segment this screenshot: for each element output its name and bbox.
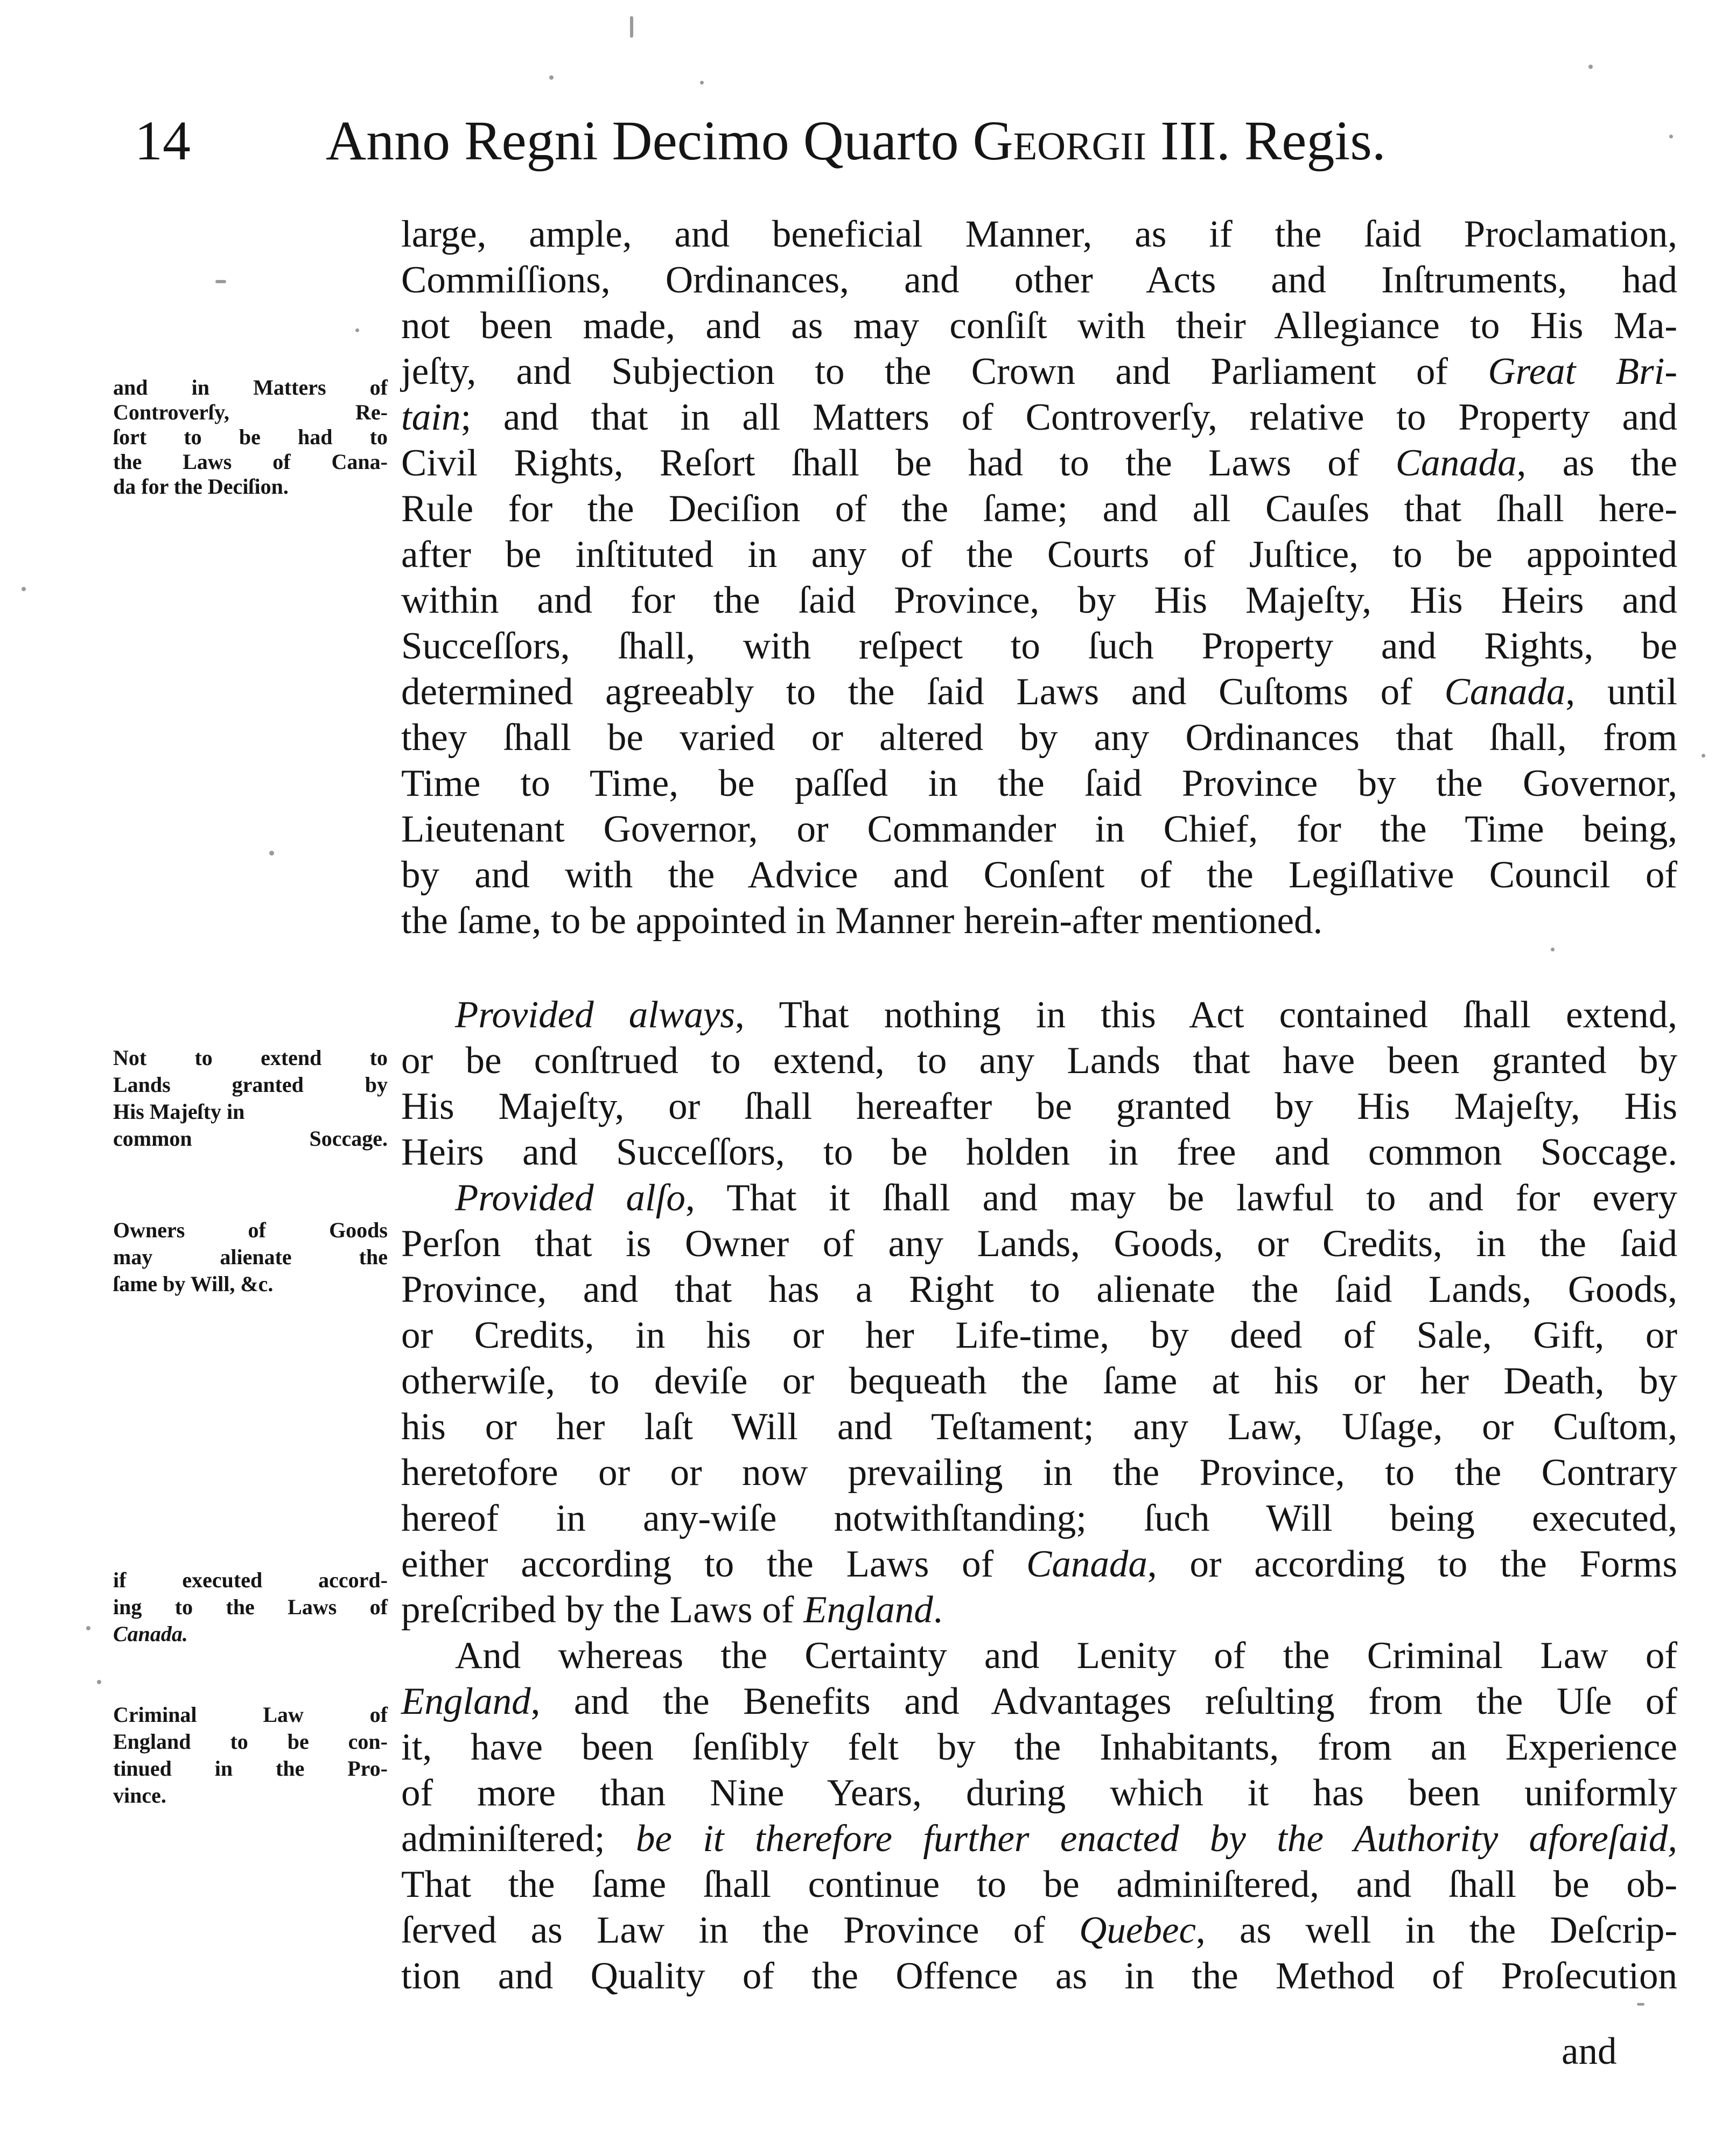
text-line: not been made, and as may conſiſt with their Allegiance to His Ma- (401, 305, 1677, 347)
scan-speck (97, 1680, 101, 1684)
text-line: That the ſame ſhall continue to be adminiſtered, and ſhall be ob- (401, 1863, 1677, 1905)
scan-speck (549, 75, 554, 80)
text-line: jeſty, and Subjection to the Crown and Parliament of Great Bri- (401, 351, 1677, 393)
text-line: preſcribed by the Laws of England. (401, 1589, 943, 1631)
margin-note-line: and in Matters of (113, 375, 388, 400)
text-line: ſerved as Law in the Province of Quebec, as well in the Deſcrip- (401, 1909, 1677, 1951)
text-line: Rule for the Deciſion of the ſame; and all Cauſes that ſhall here- (401, 488, 1677, 530)
scan-speck (1702, 754, 1705, 758)
catchword: and (1562, 2030, 1617, 2072)
margin-note-line: Controverſy, Re- (113, 400, 388, 424)
scan-speck (1637, 2003, 1644, 2006)
text-line: Perſon that is Owner of any Lands, Goods, or Credits, in the ſaid (401, 1223, 1677, 1265)
margin-note-line: tinued in the Pro- (113, 1756, 388, 1781)
text-line: determined agreeably to the ſaid Laws and Cuſtoms of Canada, until (401, 671, 1677, 713)
scan-speck (22, 587, 26, 591)
text-line: otherwiſe, to deviſe or bequeath the ſame at his or her Death, by (401, 1360, 1677, 1402)
text-line: either according to the Laws of Canada, or according to the Forms (401, 1543, 1677, 1585)
text-line: And whereas the Certainty and Lenity of the Criminal Law of (455, 1635, 1677, 1677)
scan-speck (1669, 135, 1673, 138)
running-title-suffix: III. Regis. (1146, 110, 1386, 172)
margin-note-line: Criminal Law of (113, 1702, 388, 1727)
running-title-prefix: Anno Regni Decimo Quarto (326, 110, 973, 172)
text-line: or be conſtrued to extend, to any Lands that have been granted by (401, 1040, 1677, 1082)
text-line: Time to Time, be paſſed in the ſaid Province by the Governor, (401, 762, 1677, 804)
text-line: Provided alſo, That it ſhall and may be lawful to and for every (455, 1177, 1677, 1219)
text-line: or Credits, in his or her Life-time, by deed of Sale, Gift, or (401, 1314, 1677, 1356)
text-line: after be inſtituted in any of the Courts of Juſtice, to be appointed (401, 534, 1677, 576)
scan-speck (700, 81, 704, 85)
text-line: His Majeſty, or ſhall hereafter be granted by His Majeſty, His (401, 1085, 1677, 1127)
text-line: tion and Quality of the Offence as in the Method of Proſecution (401, 1955, 1677, 1997)
margin-note-line: the Laws of Cana- (113, 450, 388, 474)
margin-note-line: if executed accord- (113, 1568, 388, 1592)
margin-note-line: Lands granted by (113, 1073, 388, 1097)
text-line: Civil Rights, Reſort ſhall be had to the Laws of Canada, as the (401, 442, 1677, 484)
text-line: heretofore or or now prevailing in the Province, to the Contrary (401, 1452, 1677, 1494)
scan-speck (630, 16, 633, 38)
margin-note-line: Canada. (113, 1622, 188, 1646)
scan-speck (1551, 948, 1555, 951)
scan-speck (215, 280, 226, 283)
running-head (135, 108, 1696, 188)
text-line: hereof in any-wiſe notwithſtanding; ſuch Will being executed, (401, 1497, 1677, 1539)
margin-note-line: Owners of Goods (113, 1218, 388, 1242)
text-line: Heirs and Succeſſors, to be holden in free and common Soccage. (401, 1131, 1677, 1173)
running-title (326, 110, 1386, 172)
text-line: Lieutenant Governor, or Commander in Chief, for the Time being, (401, 808, 1677, 850)
text-line: of more than Nine Years, during which it has been uniformly (401, 1772, 1677, 1814)
margin-note-line: ſort to be had to (113, 425, 388, 449)
scan-speck (269, 851, 274, 856)
scan-speck (86, 1626, 90, 1630)
text-line: Province, and that has a Right to alienate the ſaid Lands, Goods, (401, 1269, 1677, 1311)
text-line: within and for the ſaid Province, by His Majeſty, His Heirs and (401, 579, 1677, 621)
margin-note-line: England to be con- (113, 1729, 388, 1754)
text-line: his or her laſt Will and Teſtament; any Law, Uſage, or Cuſtom, (401, 1406, 1677, 1448)
text-line: adminiſtered; be it therefore further enacted by the Authority aforeſaid, (401, 1818, 1677, 1860)
margin-note-line: may alienate the (113, 1245, 388, 1269)
margin-note-line: vince. (113, 1783, 166, 1807)
page-number: 14 (135, 110, 191, 172)
text-line: Provided always, That nothing in this Act contained ſhall extend, (455, 994, 1678, 1036)
text-line: they ſhall be varied or altered by any Ordinances that ſhall, from (401, 717, 1677, 759)
margin-note-line: common Soccage. (113, 1126, 388, 1151)
scan-speck (1588, 65, 1593, 69)
margin-note-line: ing to the Laws of (113, 1595, 388, 1619)
text-line: large, ample, and beneficial Manner, as if the ſaid Proclamation, (401, 213, 1677, 255)
scan-speck (355, 328, 359, 332)
margin-note-line: Not to extend to (113, 1046, 388, 1070)
text-line: Commiſſions, Ordinances, and other Acts and Inſtruments, had (401, 259, 1677, 301)
text-line: by and with the Advice and Conſent of the Legiſlative Council of (401, 854, 1677, 896)
text-line: it, have been ſenſibly felt by the Inhabitants, from an Experience (401, 1726, 1677, 1768)
text-line: the ſame, to be appointed in Manner herein-after mentioned. (401, 900, 1323, 942)
running-title-king: Georgii (972, 110, 1146, 172)
text-line: tain; and that in all Matters of Controverſy, relative to Property and (401, 396, 1677, 438)
text-line: Succeſſors, ſhall, with reſpect to ſuch Property and Rights, be (401, 625, 1677, 667)
margin-note-line: da for the Deciſion. (113, 474, 289, 499)
text-line: England, and the Benefits and Advantages reſulting from the Uſe of (401, 1680, 1677, 1722)
margin-note-line: His Majeſty in (113, 1099, 245, 1124)
margin-note-line: ſame by Will, &c. (113, 1272, 274, 1296)
